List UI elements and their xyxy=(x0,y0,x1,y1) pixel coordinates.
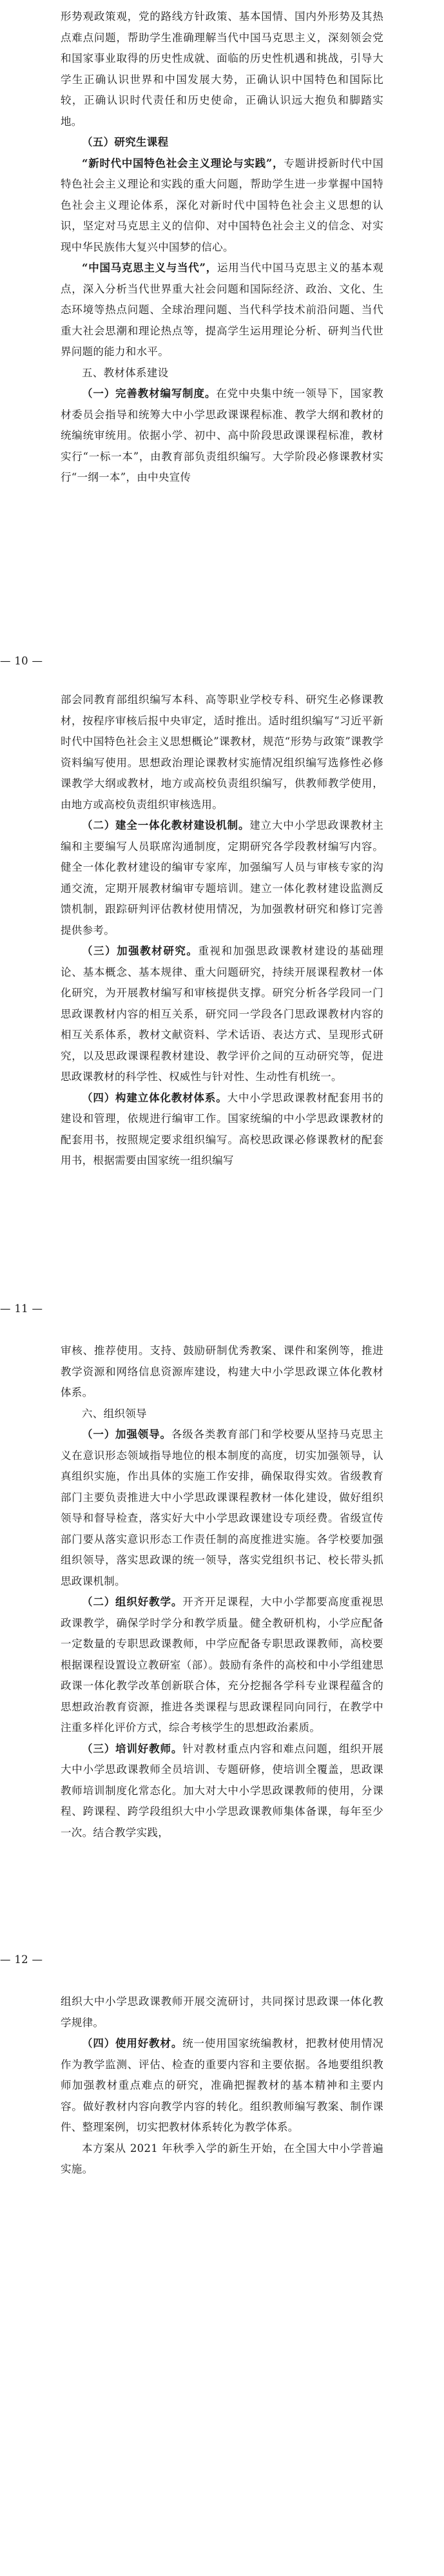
document-page-10 xyxy=(0,0,444,670)
paragraph xyxy=(61,1739,383,1844)
subsection-text: 开齐开足课程，大中小学都要高度重视思政课教学，确保学时学分和教学质量。健全教研机构，小学应配备一定数量的专职思政课教师，中学应配备专职思政课教师，高校要根据课程设置设立教研室（部）。鼓励有条件的高校和中小学组建思政课一体化教学改革创新联合体，充分挖掘各学科专业课程蕴含的思想政治教育资源，推进各类课程与思政课程同向同行，在教学中注重多样化评价方式，综合考核学生的思想政治素质。 xyxy=(61,1596,383,1734)
subsection-text: 各级各类教育部门和学校要从坚持马克思主义在意识形态领域指导地位的根本制度的高度，切实加强领导，认真组织实施，作出具体的实施工作安排，确保取得实效。省级教育部门主要负责推进大中小学思政课课程教材一体化建设，做好组织领导和督导检查，落实好大中小学思政课建设专项经费。省级宣传部门要从落实意识形态工作责任制的高度推进实施。各学校要加强组织领导，落实思政课的统一领导，落实党组织书记、校长带头抓思政课机制。 xyxy=(61,1428,383,1587)
subsection-lead: （四）构建立体化教材体系。 xyxy=(82,1091,227,1104)
paragraph xyxy=(61,2033,383,2138)
subsection-text: 建立大中小学思政课教材主编和主要编写人员联席沟通制度，定期研究各学段教材编写内容。健全一体化教材建设的编审专家库，加强编写人员与审核专家的沟通交流，定期开展教材编审专题培训。建立一体化教材建设监测反馈机制，跟踪研判评估教材使用情况，为加强教材研究和修订完善提供参考。 xyxy=(61,819,384,936)
page-number: — 11 — xyxy=(0,1303,43,1315)
course-description: 专题讲授新时代中国特色社会主义理论和实践的重大问题，帮助学生进一步掌握中国特色社会主义理论体系，深化对新时代中国特色社会主义思想的认识，坚定对马克思主义的信仰、对中国特色社会主义的信念、对实现中华民族伟大复兴中国梦的信心。 xyxy=(61,157,383,253)
subsection-text: 重视和加强思政课教材建设的基础理论、基本概念、基本规律、重大问题研究，持续开展课程教材一体化研究，为开展教材编写和审核提供支撑。研究分析各学段同一门思政课教材内容的相互关系，研究同一学段各门思政课教材内容的相互关系体系，教材文献资料、学术话语、表达方式、呈现形式研究，以及思政课课程教材建设、教学评价之间的互动研究等，促进思政课教材的科学性、权威性与针对性、生动性有机统一。 xyxy=(61,945,383,1083)
page-number: — 12 — xyxy=(0,1953,43,1966)
paragraph: 审核、推荐使用。支持、鼓励研制优秀教案、课件和案例等，推进教学资源和网络信息资源库建设，构建大中小学思政课立体化教材体系。 xyxy=(61,1344,383,1399)
paragraph xyxy=(61,1592,383,1739)
subsection-lead: （二）建全一体化教材建设机制。 xyxy=(82,819,250,831)
course-title: “中国马克思主义与当代”， xyxy=(82,262,217,274)
document-page-12 xyxy=(0,1321,444,1972)
page-number: — 10 — xyxy=(0,655,43,667)
subsection-lead: （一）完善教材编写制度。 xyxy=(82,387,217,400)
subsection-lead: （三）培训好教师。 xyxy=(82,1742,183,1755)
document-page-11 xyxy=(0,670,444,1321)
paragraph xyxy=(61,1088,383,1172)
paragraph: 形势观政策观，党的路线方针政策、基本国情、国内外形势及其热点难点问题，帮助学生准确理解当代中国马克思主义，深刻领会党和国家事业取得的历史性成就、面临的历史性机遇和挑战，引导大学生正确认识世界和中国发展大势，正确认识中国特色和国际比较，正确认识时代责任和历史使命，正确认识远大抱负和脚踏实地。 xyxy=(61,10,383,128)
paragraph xyxy=(61,815,383,941)
document-page-13 xyxy=(0,1972,444,2576)
paragraph xyxy=(61,153,383,258)
subsection-text: 统一使用国家统编教材，把教材使用情况作为教学监测、评估、检查的重要内容和主要依据。各地要组织教师加强教材重点难点的研究，准确把握教材的基本精神和主要内容。做好教材内容向教学内容的转化。组织教师编写教案、制作课件、整理案例，切实把教材体系转化为教学体系。 xyxy=(61,2037,383,2133)
subsection-text: 针对教材重点内容和难点问题，组织开展大中小学思政课教师全员培训、专题研修，使培训全覆盖，思政课教师培训制度化常态化。加大对大中小学思政课教师的使用，分课程、跨课程、跨学段组织大中小学思政课教师集体备课，每年至少一次。结合教学实践， xyxy=(61,1742,383,1839)
subsection-text: 大中小学思政课教材配套用书的建设和管理，依规进行编审工作。国家统编的中小学思政课教材的配套用书，按照规定要求组织编写。高校思政课必修课教材的配套用书，根据需要由国家统一组织编写 xyxy=(61,1091,384,1167)
paragraph xyxy=(61,383,383,489)
paragraph: 组织大中小学思政课教师开展交流研讨，共同探讨思政课一体化教学规律。 xyxy=(61,1995,383,2029)
paragraph xyxy=(61,941,383,1088)
subsection-text: 在党中央集中统一领导下，国家教材委员会指导和统筹大中小学思政课课程标准、教学大纲和教材的统编统审统用。依据小学、初中、高中阶段思政课课程标准，教材实行“一标一本”，由教育部负责组织编写。大学阶段必修课教材实行“一纲一本”，由中央宣传 xyxy=(61,387,383,483)
paragraph xyxy=(61,1424,383,1592)
paragraph: 部会同教育部组织编写本科、高等职业学校专科、研究生必修课教材，按程序审核后报中央审定，适时推出。适时组织编写“习近平新时代中国特色社会主义思想概论”课教材，规范“形势与政策”课教学资料编写使用。思想政治理论课教材实施情况组织编写选修性必修课教学大纲或教材，地方或高校负责组织编写，供教师教学使用，由地方或高校负责组织审核选用。 xyxy=(61,693,383,811)
paragraph: 本方案从 2021 年秋季入学的新生开始，在全国大中小学普遍实施。 xyxy=(61,2142,383,2175)
section-heading: 六、组织领导 xyxy=(82,1407,147,1420)
course-description: 运用当代中国马克思主义的基本观点，深入分析当代世界重大社会问题和国际经济、政治、文化、生态环境等热点问题、全球治理问题、当代科学技术前沿问题、当代重大社会思潮和理论热点等，提高学生运用理论分析、研判当代世界问题的能力和水平。 xyxy=(61,262,384,358)
subsection-lead: （一）加强领导。 xyxy=(82,1428,171,1440)
subsection-lead: （二）组织好教学。 xyxy=(82,1596,183,1608)
paragraph xyxy=(61,258,383,363)
heading-graduate-courses: （五）研究生课程 xyxy=(82,136,169,148)
course-title: “新时代中国特色社会主义理论与实践”， xyxy=(82,157,284,169)
subsection-lead: （三）加强教材研究。 xyxy=(82,945,198,957)
section-heading: 五、教材体系建设 xyxy=(82,366,169,379)
subsection-lead: （四）使用好教材。 xyxy=(82,2037,183,2049)
